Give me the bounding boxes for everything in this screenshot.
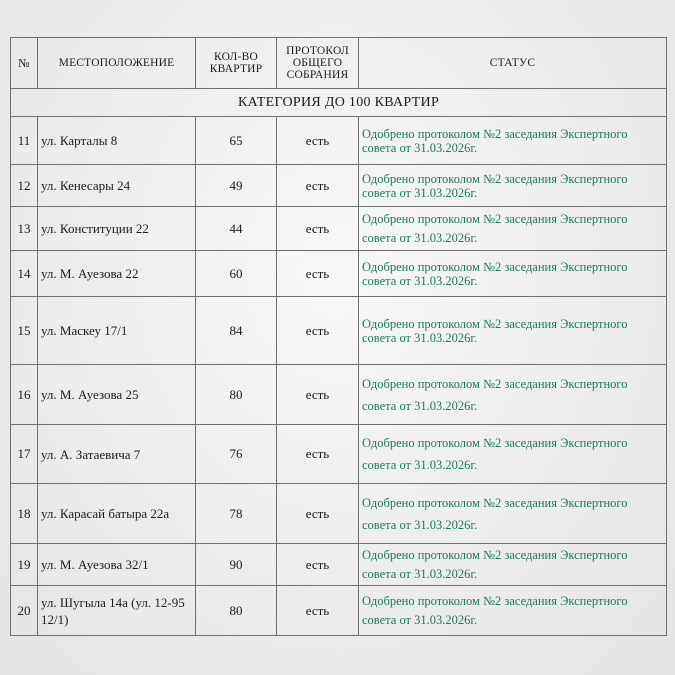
status-line1: Одобрено протоколом №2 заседания Экспертного: [362, 259, 628, 274]
status-line2: совета от 31.03.2026г.: [362, 273, 478, 288]
header-protocol-line3: СОБРАНИЯ: [286, 69, 349, 81]
row-location: ул. Карасай батыра 22а: [38, 484, 196, 544]
row-status: [359, 251, 667, 297]
row-location: ул. М. Ауезова 22: [38, 251, 196, 297]
row-number: 17: [11, 425, 38, 484]
row-apartment-count: 76: [196, 425, 277, 484]
header-apartment-count-line2: КВАРТИР: [209, 63, 263, 75]
row-number: 16: [11, 365, 38, 425]
row-location: ул. М. Ауезова 32/1: [38, 544, 196, 586]
status-line2: совета от 31.03.2026г.: [362, 398, 478, 413]
row-apartment-count: 80: [196, 586, 277, 636]
table-row: [11, 297, 667, 365]
row-location: ул. Маскеу 17/1: [38, 297, 196, 365]
table-row: [11, 425, 667, 484]
status-line1: Одобрено протоколом №2 заседания Экспертного: [362, 547, 628, 562]
row-number: 19: [11, 544, 38, 586]
row-status: [359, 297, 667, 365]
table-row: [11, 484, 667, 544]
table-header-row: [11, 38, 667, 89]
row-number: 12: [11, 165, 38, 207]
category-row: [11, 89, 667, 117]
header-location: МЕСТОПОЛОЖЕНИЕ: [38, 38, 196, 89]
header-number: №: [11, 38, 38, 89]
row-number: 15: [11, 297, 38, 365]
row-apartment-count: 44: [196, 207, 277, 251]
status-line2: совета от 31.03.2026г.: [362, 185, 478, 200]
row-location: ул. Конституции 22: [38, 207, 196, 251]
row-number: 13: [11, 207, 38, 251]
location-line1: ул. Шугыла 14а (ул. 12-95: [41, 594, 185, 610]
row-status: [359, 165, 667, 207]
table-row: [11, 365, 667, 425]
location-line2: 12/1): [41, 611, 69, 627]
status-line2: совета от 31.03.2026г.: [362, 230, 478, 245]
table-row: [11, 117, 667, 165]
row-apartment-count: 84: [196, 297, 277, 365]
row-apartment-count: 49: [196, 165, 277, 207]
status-line1: Одобрено протоколом №2 заседания Экспертного: [362, 126, 628, 141]
row-apartment-count: 65: [196, 117, 277, 165]
table-row: [11, 207, 667, 251]
status-line1: Одобрено протоколом №2 заседания Экспертного: [362, 211, 628, 226]
row-status: [359, 484, 667, 544]
status-line2: совета от 31.03.2026г.: [362, 458, 478, 472]
row-number: 11: [11, 117, 38, 165]
status-line1: Одобрено протоколом №2 заседания Экспертного: [362, 593, 628, 608]
row-location: ул. А. Затаевича 7: [38, 425, 196, 484]
row-apartment-count: 90: [196, 544, 277, 586]
table-row: [11, 544, 667, 586]
header-status: СТАТУС: [359, 38, 667, 89]
header-meeting-protocol: [277, 38, 359, 89]
table-row: [11, 586, 667, 636]
row-status: [359, 586, 667, 636]
row-status: [359, 425, 667, 484]
row-protocol: есть: [277, 484, 359, 544]
row-location: ул. Кенесары 24: [38, 165, 196, 207]
document-sheet: [10, 37, 666, 636]
row-protocol: есть: [277, 117, 359, 165]
status-line2: совета от 31.03.2026г.: [362, 566, 478, 581]
header-apartment-count-line1: КОЛ-ВО: [214, 51, 258, 63]
row-status: [359, 544, 667, 586]
status-line1: Одобрено протоколом №2 заседания Экспертного: [362, 316, 628, 331]
housing-registry-table: [10, 37, 667, 636]
row-number: 20: [11, 586, 38, 636]
status-line2: совета от 31.03.2026г.: [362, 330, 478, 345]
row-location: ул. М. Ауезова 25: [38, 365, 196, 425]
status-line1: Одобрено протоколом №2 заседания Экспертного: [362, 436, 628, 450]
table-row: [11, 251, 667, 297]
row-apartment-count: 80: [196, 365, 277, 425]
status-line2: совета от 31.03.2026г.: [362, 517, 478, 532]
row-protocol: есть: [277, 207, 359, 251]
row-number: 18: [11, 484, 38, 544]
row-protocol: есть: [277, 297, 359, 365]
row-protocol: есть: [277, 544, 359, 586]
row-protocol: есть: [277, 365, 359, 425]
header-apartment-count: [196, 38, 277, 89]
status-line2: совета от 31.03.2026г.: [362, 612, 478, 627]
row-status: [359, 207, 667, 251]
row-location: ул. Карталы 8: [38, 117, 196, 165]
row-status: [359, 365, 667, 425]
row-location: [38, 586, 196, 636]
status-line2: совета от 31.03.2026г.: [362, 140, 478, 155]
header-protocol-line1: ПРОТОКОЛ: [286, 45, 349, 57]
row-status: [359, 117, 667, 165]
row-protocol: есть: [277, 251, 359, 297]
status-line1: Одобрено протоколом №2 заседания Экспертного: [362, 495, 628, 510]
row-number: 14: [11, 251, 38, 297]
status-line1: Одобрено протоколом №2 заседания Экспертного: [362, 171, 628, 186]
table-row: [11, 165, 667, 207]
row-protocol: есть: [277, 425, 359, 484]
status-line1: Одобрено протоколом №2 заседания Экспертного: [362, 376, 628, 391]
row-protocol: есть: [277, 586, 359, 636]
header-protocol-line2: ОБЩЕГО: [292, 57, 343, 69]
row-apartment-count: 78: [196, 484, 277, 544]
row-protocol: есть: [277, 165, 359, 207]
row-apartment-count: 60: [196, 251, 277, 297]
category-label: КАТЕГОРИЯ ДО 100 КВАРТИР: [11, 89, 667, 117]
